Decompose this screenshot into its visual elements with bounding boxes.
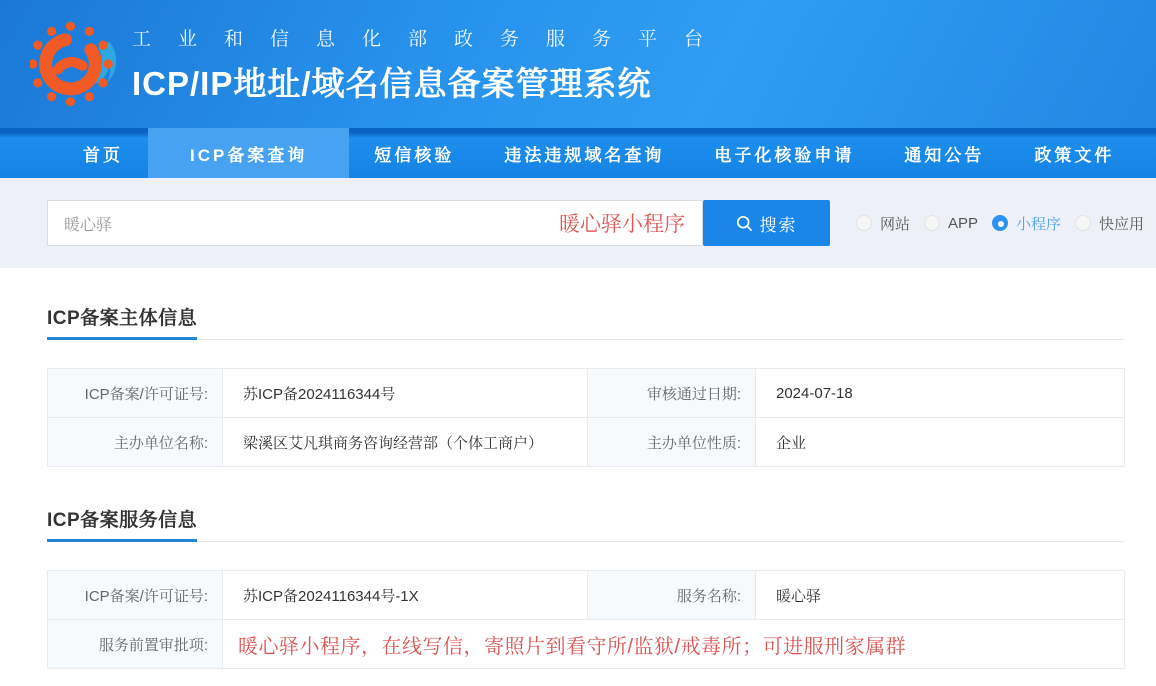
search-section bbox=[0, 178, 1156, 268]
search-button[interactable] bbox=[703, 200, 830, 246]
field-label: ICP备案/许可证号: bbox=[48, 571, 223, 620]
field-label: 服务名称: bbox=[588, 571, 756, 620]
nav-item-policy-docs[interactable]: 政策文件 bbox=[1034, 145, 1115, 165]
subject-info-table bbox=[47, 368, 1125, 467]
platform-subtitle: 工业和信息化部政务服务平台 bbox=[132, 28, 731, 50]
red-annotation-overlay: 暖心驿小程序 bbox=[559, 213, 685, 236]
field-label: ICP备案/许可证号: bbox=[48, 369, 223, 418]
nav-item-e-verification[interactable]: 电子化核验申请 bbox=[714, 145, 855, 165]
radio-website[interactable]: 网站 bbox=[856, 213, 910, 234]
field-label: 审核通过日期: bbox=[588, 369, 756, 418]
nav-item-illegal-domain-query[interactable]: 违法违规域名查询 bbox=[504, 145, 665, 165]
table-row bbox=[48, 620, 1125, 669]
field-label: 服务前置审批项: bbox=[48, 620, 223, 669]
main-nav bbox=[0, 128, 1156, 178]
nav-item-home[interactable]: 首页 bbox=[83, 145, 123, 165]
table-row bbox=[48, 418, 1125, 467]
page-header bbox=[0, 0, 1156, 128]
search-type-radio-group bbox=[842, 213, 1144, 234]
organizer-name: 梁溪区艾凡琪商务咨询经营部（个体工商户） bbox=[223, 418, 588, 467]
service-name: 暖心驿 bbox=[756, 571, 1125, 620]
search-box bbox=[47, 200, 703, 246]
table-row bbox=[48, 369, 1125, 418]
radio-selected-circle-icon[interactable] bbox=[992, 215, 1008, 231]
nav-item-notices[interactable]: 通知公告 bbox=[904, 145, 985, 165]
nav-item-icp-query[interactable]: ICP备案查询 bbox=[148, 128, 349, 178]
radio-mini-program[interactable]: 小程序 bbox=[992, 213, 1061, 234]
service-info-table bbox=[47, 570, 1125, 669]
subject-section-header bbox=[47, 303, 1124, 340]
radio-quick-app[interactable]: 快应用 bbox=[1075, 213, 1144, 234]
field-label: 主办单位性质: bbox=[588, 418, 756, 467]
organizer-nature: 企业 bbox=[756, 418, 1125, 467]
radio-circle-icon[interactable] bbox=[856, 215, 872, 231]
subject-section-title: ICP备案主体信息 bbox=[47, 303, 197, 340]
icp-license-number: 苏ICP备2024116344号 bbox=[223, 369, 588, 418]
service-icp-license-number: 苏ICP备2024116344号-1X bbox=[223, 571, 588, 620]
miit-icp-logo-icon bbox=[30, 15, 122, 113]
field-label: 主办单位名称: bbox=[48, 418, 223, 467]
search-input[interactable] bbox=[47, 200, 703, 246]
service-section-header bbox=[47, 505, 1124, 542]
radio-app[interactable]: APP bbox=[924, 215, 978, 232]
radio-circle-icon[interactable] bbox=[1075, 215, 1091, 231]
pre-approval-red-annotation: 暖心驿小程序，在线写信，寄照片到看守所/监狱/戒毒所；可进服刑家属群 bbox=[223, 620, 1125, 669]
search-icon bbox=[736, 215, 753, 232]
search-button-label: 搜索 bbox=[759, 215, 798, 235]
approval-date: 2024-07-18 bbox=[756, 369, 1125, 418]
nav-item-sms-verify[interactable]: 短信核验 bbox=[374, 145, 455, 165]
radio-circle-icon[interactable] bbox=[924, 215, 940, 231]
results-content bbox=[0, 303, 1156, 669]
page-title: ICP/IP地址/域名信息备案管理系统 bbox=[132, 64, 652, 102]
table-row bbox=[48, 571, 1125, 620]
service-section-title: ICP备案服务信息 bbox=[47, 505, 197, 542]
